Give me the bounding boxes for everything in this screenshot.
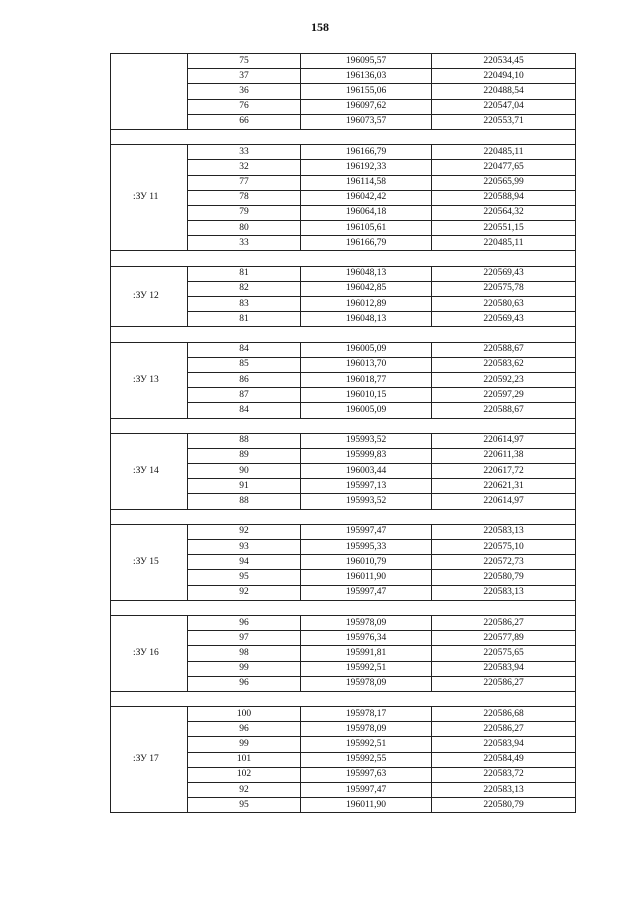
point-number-cell: 99 bbox=[188, 661, 301, 676]
table-row bbox=[111, 342, 576, 357]
point-number-cell: 66 bbox=[188, 114, 301, 129]
coord-y-cell: 220588,67 bbox=[432, 342, 576, 357]
coord-y-cell: 220564,32 bbox=[432, 205, 576, 220]
coord-x-cell: 195992,55 bbox=[301, 752, 432, 767]
table-row bbox=[111, 433, 576, 448]
coord-x-cell: 196064,18 bbox=[301, 205, 432, 220]
group-separator-row bbox=[111, 691, 576, 706]
coord-y-cell: 220583,13 bbox=[432, 585, 576, 600]
coord-x-cell: 195999,83 bbox=[301, 448, 432, 463]
coord-x-cell: 196012,89 bbox=[301, 297, 432, 312]
coordinates-table bbox=[110, 53, 576, 813]
coord-x-cell: 196010,79 bbox=[301, 555, 432, 570]
point-number-cell: 78 bbox=[188, 190, 301, 205]
coord-x-cell: 196011,90 bbox=[301, 570, 432, 585]
coord-y-cell: 220485,11 bbox=[432, 236, 576, 251]
point-number-cell: 81 bbox=[188, 312, 301, 327]
point-number-cell: 100 bbox=[188, 707, 301, 722]
plot-label: :ЗУ 12 bbox=[111, 266, 188, 327]
coord-x-cell: 195978,09 bbox=[301, 722, 432, 737]
point-number-cell: 79 bbox=[188, 205, 301, 220]
point-number-cell: 94 bbox=[188, 555, 301, 570]
coord-x-cell: 195978,09 bbox=[301, 676, 432, 691]
point-number-cell: 96 bbox=[188, 676, 301, 691]
coord-y-cell: 220572,73 bbox=[432, 555, 576, 570]
point-number-cell: 91 bbox=[188, 479, 301, 494]
plot-label bbox=[111, 54, 188, 130]
separator-cell bbox=[111, 691, 576, 706]
point-number-cell: 98 bbox=[188, 646, 301, 661]
coord-x-cell: 196097,62 bbox=[301, 99, 432, 114]
coord-y-cell: 220575,78 bbox=[432, 281, 576, 296]
coord-x-cell: 196114,58 bbox=[301, 175, 432, 190]
coord-x-cell: 195997,47 bbox=[301, 783, 432, 798]
point-number-cell: 33 bbox=[188, 145, 301, 160]
point-number-cell: 96 bbox=[188, 722, 301, 737]
coord-y-cell: 220547,04 bbox=[432, 99, 576, 114]
coord-x-cell: 196136,03 bbox=[301, 69, 432, 84]
coord-y-cell: 220614,97 bbox=[432, 433, 576, 448]
point-number-cell: 90 bbox=[188, 464, 301, 479]
coord-y-cell: 220586,27 bbox=[432, 722, 576, 737]
table-row bbox=[111, 145, 576, 160]
point-number-cell: 92 bbox=[188, 524, 301, 539]
point-number-cell: 92 bbox=[188, 585, 301, 600]
coord-y-cell: 220569,43 bbox=[432, 266, 576, 281]
coord-x-cell: 195992,51 bbox=[301, 737, 432, 752]
coord-y-cell: 220565,99 bbox=[432, 175, 576, 190]
coord-y-cell: 220621,31 bbox=[432, 479, 576, 494]
coord-y-cell: 220588,67 bbox=[432, 403, 576, 418]
point-number-cell: 37 bbox=[188, 69, 301, 84]
point-number-cell: 77 bbox=[188, 175, 301, 190]
coord-x-cell: 195991,81 bbox=[301, 646, 432, 661]
point-number-cell: 75 bbox=[188, 54, 301, 69]
plot-label: :ЗУ 13 bbox=[111, 342, 188, 418]
point-number-cell: 99 bbox=[188, 737, 301, 752]
point-number-cell: 96 bbox=[188, 615, 301, 630]
coord-x-cell: 195993,52 bbox=[301, 433, 432, 448]
coord-y-cell: 220586,27 bbox=[432, 676, 576, 691]
coord-x-cell: 196105,61 bbox=[301, 221, 432, 236]
coord-x-cell: 196010,15 bbox=[301, 388, 432, 403]
point-number-cell: 95 bbox=[188, 798, 301, 813]
point-number-cell: 84 bbox=[188, 342, 301, 357]
coord-y-cell: 220551,15 bbox=[432, 221, 576, 236]
coord-x-cell: 196005,09 bbox=[301, 342, 432, 357]
group-separator-row bbox=[111, 327, 576, 342]
point-number-cell: 33 bbox=[188, 236, 301, 251]
coord-y-cell: 220569,43 bbox=[432, 312, 576, 327]
coord-y-cell: 220534,45 bbox=[432, 54, 576, 69]
group-separator-row bbox=[111, 418, 576, 433]
point-number-cell: 83 bbox=[188, 297, 301, 312]
point-number-cell: 32 bbox=[188, 160, 301, 175]
coord-x-cell: 196155,06 bbox=[301, 84, 432, 99]
plot-label: :ЗУ 16 bbox=[111, 615, 188, 691]
coord-y-cell: 220592,23 bbox=[432, 372, 576, 387]
coord-y-cell: 220580,79 bbox=[432, 570, 576, 585]
coord-x-cell: 196095,57 bbox=[301, 54, 432, 69]
point-number-cell: 36 bbox=[188, 84, 301, 99]
table-row bbox=[111, 266, 576, 281]
point-number-cell: 85 bbox=[188, 357, 301, 372]
point-number-cell: 89 bbox=[188, 448, 301, 463]
coord-y-cell: 220611,38 bbox=[432, 448, 576, 463]
coord-x-cell: 195997,47 bbox=[301, 524, 432, 539]
coord-x-cell: 196018,77 bbox=[301, 372, 432, 387]
coord-x-cell: 195997,63 bbox=[301, 767, 432, 782]
point-number-cell: 82 bbox=[188, 281, 301, 296]
coord-y-cell: 220488,54 bbox=[432, 84, 576, 99]
point-number-cell: 84 bbox=[188, 403, 301, 418]
point-number-cell: 95 bbox=[188, 570, 301, 585]
coordinates-table-body bbox=[111, 54, 576, 813]
point-number-cell: 102 bbox=[188, 767, 301, 782]
point-number-cell: 80 bbox=[188, 221, 301, 236]
point-number-cell: 81 bbox=[188, 266, 301, 281]
coord-x-cell: 196005,09 bbox=[301, 403, 432, 418]
coord-y-cell: 220494,10 bbox=[432, 69, 576, 84]
coord-y-cell: 220580,63 bbox=[432, 297, 576, 312]
coord-x-cell: 196042,42 bbox=[301, 190, 432, 205]
group-separator-row bbox=[111, 600, 576, 615]
group-separator-row bbox=[111, 509, 576, 524]
table-row bbox=[111, 615, 576, 630]
coord-y-cell: 220584,49 bbox=[432, 752, 576, 767]
point-number-cell: 76 bbox=[188, 99, 301, 114]
coord-y-cell: 220588,94 bbox=[432, 190, 576, 205]
coord-x-cell: 196003,44 bbox=[301, 464, 432, 479]
coord-x-cell: 196011,90 bbox=[301, 798, 432, 813]
coord-x-cell: 196073,57 bbox=[301, 114, 432, 129]
coord-x-cell: 195995,33 bbox=[301, 540, 432, 555]
group-separator-row bbox=[111, 129, 576, 144]
point-number-cell: 101 bbox=[188, 752, 301, 767]
coord-y-cell: 220583,72 bbox=[432, 767, 576, 782]
coord-y-cell: 220575,10 bbox=[432, 540, 576, 555]
coord-x-cell: 196048,13 bbox=[301, 312, 432, 327]
point-number-cell: 87 bbox=[188, 388, 301, 403]
point-number-cell: 97 bbox=[188, 631, 301, 646]
separator-cell bbox=[111, 327, 576, 342]
coord-y-cell: 220553,71 bbox=[432, 114, 576, 129]
plot-label: :ЗУ 11 bbox=[111, 145, 188, 251]
coord-y-cell: 220577,89 bbox=[432, 631, 576, 646]
separator-cell bbox=[111, 418, 576, 433]
coord-x-cell: 195978,17 bbox=[301, 707, 432, 722]
coord-x-cell: 196042,85 bbox=[301, 281, 432, 296]
point-number-cell: 88 bbox=[188, 494, 301, 509]
coord-y-cell: 220614,97 bbox=[432, 494, 576, 509]
separator-cell bbox=[111, 129, 576, 144]
point-number-cell: 92 bbox=[188, 783, 301, 798]
table-row bbox=[111, 524, 576, 539]
coord-x-cell: 195993,52 bbox=[301, 494, 432, 509]
coord-y-cell: 220617,72 bbox=[432, 464, 576, 479]
coord-x-cell: 196166,79 bbox=[301, 145, 432, 160]
coord-x-cell: 195997,47 bbox=[301, 585, 432, 600]
coord-x-cell: 195997,13 bbox=[301, 479, 432, 494]
coord-y-cell: 220485,11 bbox=[432, 145, 576, 160]
plot-label: :ЗУ 15 bbox=[111, 524, 188, 600]
separator-cell bbox=[111, 509, 576, 524]
separator-cell bbox=[111, 251, 576, 266]
coord-x-cell: 195978,09 bbox=[301, 615, 432, 630]
coord-x-cell: 196013,70 bbox=[301, 357, 432, 372]
plot-label: :ЗУ 14 bbox=[111, 433, 188, 509]
plot-label: :ЗУ 17 bbox=[111, 707, 188, 813]
point-number-cell: 93 bbox=[188, 540, 301, 555]
coord-y-cell: 220597,29 bbox=[432, 388, 576, 403]
point-number-cell: 86 bbox=[188, 372, 301, 387]
coord-x-cell: 196192,33 bbox=[301, 160, 432, 175]
table-row bbox=[111, 54, 576, 69]
coord-x-cell: 195992,51 bbox=[301, 661, 432, 676]
point-number-cell: 88 bbox=[188, 433, 301, 448]
coord-y-cell: 220583,94 bbox=[432, 661, 576, 676]
coord-y-cell: 220583,13 bbox=[432, 524, 576, 539]
separator-cell bbox=[111, 600, 576, 615]
coord-y-cell: 220477,65 bbox=[432, 160, 576, 175]
coord-y-cell: 220586,68 bbox=[432, 707, 576, 722]
group-separator-row bbox=[111, 251, 576, 266]
coord-y-cell: 220575,65 bbox=[432, 646, 576, 661]
coord-y-cell: 220583,13 bbox=[432, 783, 576, 798]
coord-y-cell: 220586,27 bbox=[432, 615, 576, 630]
coord-x-cell: 195976,34 bbox=[301, 631, 432, 646]
coord-x-cell: 196166,79 bbox=[301, 236, 432, 251]
coord-y-cell: 220583,94 bbox=[432, 737, 576, 752]
coord-y-cell: 220580,79 bbox=[432, 798, 576, 813]
table-row bbox=[111, 707, 576, 722]
coord-x-cell: 196048,13 bbox=[301, 266, 432, 281]
page-number: 158 bbox=[311, 20, 329, 34]
coord-y-cell: 220583,62 bbox=[432, 357, 576, 372]
